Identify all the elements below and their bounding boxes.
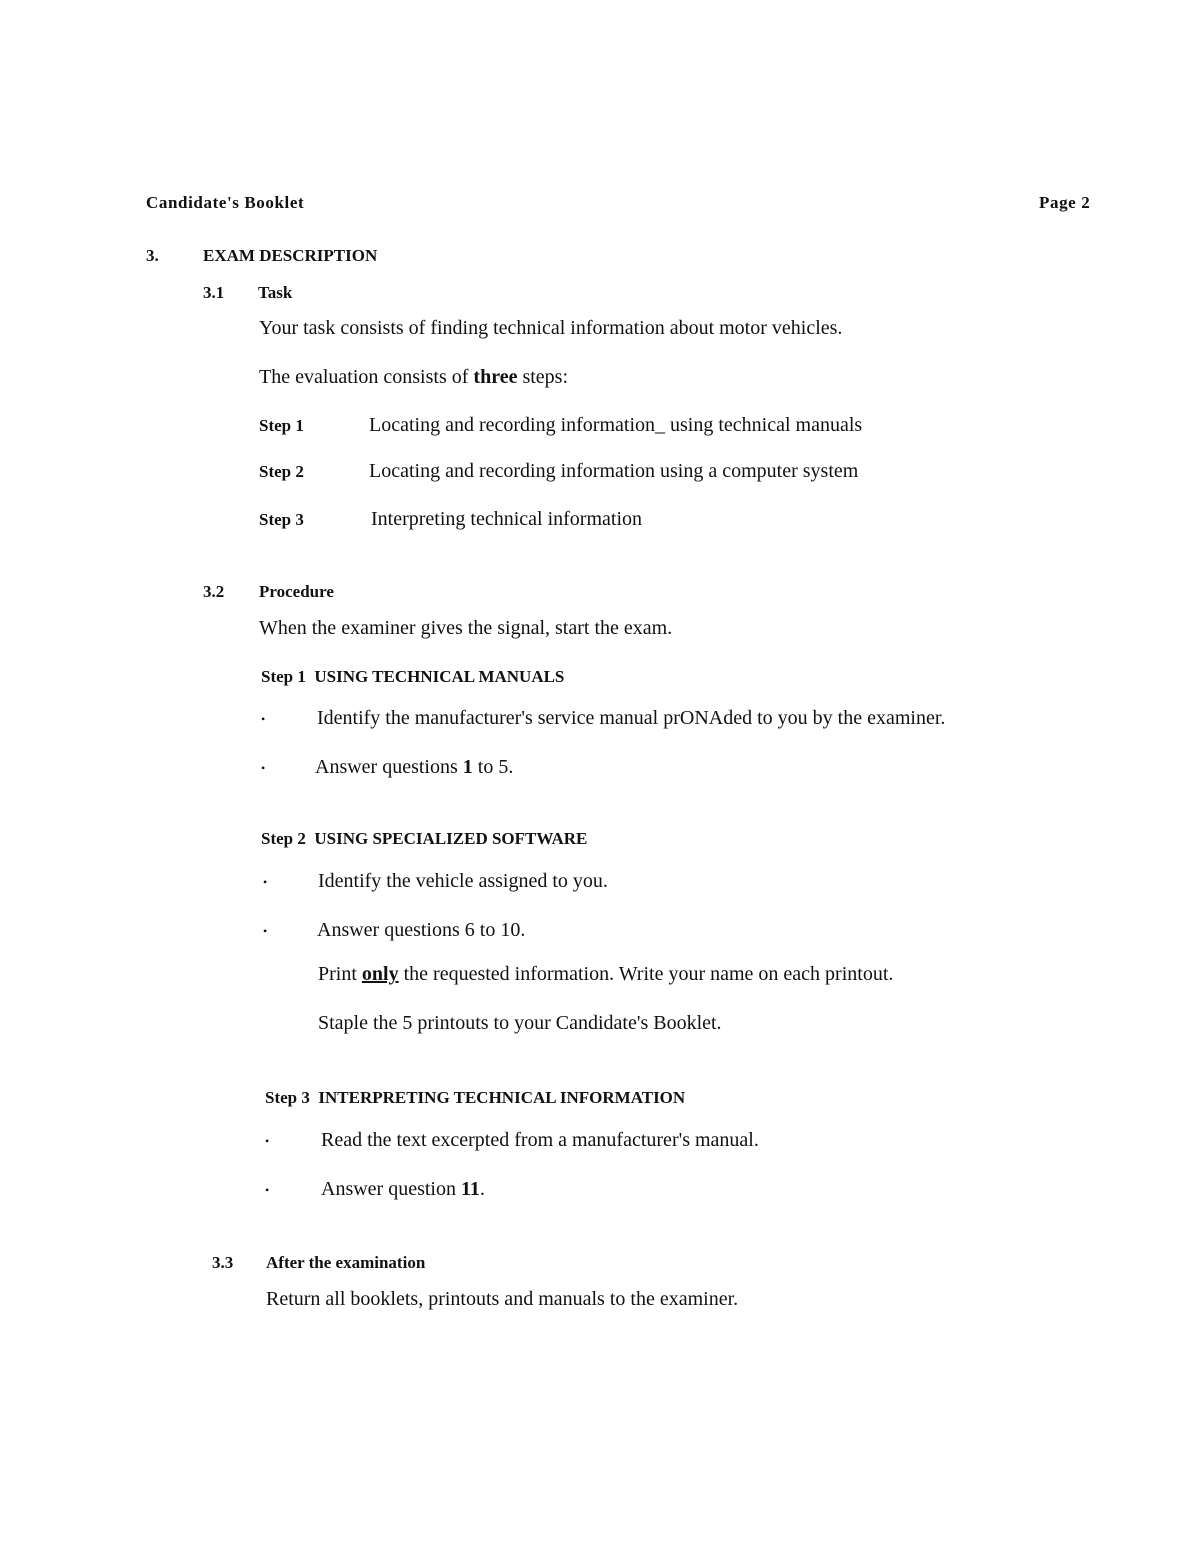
step-2-bullet-1: Identify the vehicle assigned to you.	[318, 870, 608, 892]
procedure-step-2-title: USING SPECIALIZED SOFTWARE	[314, 829, 588, 848]
evaluation-text-before: The evaluation consists of	[259, 366, 474, 388]
step-1-label: Step 1	[259, 416, 304, 435]
bullet-icon: •	[263, 924, 268, 938]
subsection-number-3-2: 3.2	[203, 582, 225, 601]
step-3-label: Step 3	[259, 510, 304, 529]
procedure-step-3-title: INTERPRETING TECHNICAL INFORMATION	[318, 1088, 686, 1107]
subsection-number-3-3: 3.3	[212, 1253, 234, 1272]
bullet-icon: •	[261, 712, 266, 726]
subsection-title-procedure: Procedure	[259, 582, 334, 601]
after-exam-text: Return all booklets, printouts and manuals to the examiner.	[266, 1288, 739, 1310]
subsection-number-3-1: 3.1	[203, 283, 225, 302]
step-2-text: Locating and recording information using a computer system	[369, 460, 859, 482]
procedure-step-2-heading	[261, 829, 587, 849]
print-instruction-before: Print	[318, 963, 362, 985]
staple-instruction: Staple the 5 printouts to your Candidate's Booklet.	[318, 1012, 722, 1034]
task-intro: Your task consists of finding technical information about motor vehicles.	[259, 317, 843, 339]
bullet-icon: •	[263, 875, 268, 889]
step-2-label: Step 2	[259, 462, 304, 481]
step-3-bullet-2-before: Answer question	[321, 1178, 461, 1200]
procedure-step-2-label: Step 2	[261, 829, 306, 848]
print-instruction-after: the requested information. Write your name on each printout.	[398, 963, 894, 985]
procedure-step-1-label: Step 1	[261, 667, 306, 686]
procedure-step-1-title: USING TECHNICAL MANUALS	[314, 667, 565, 686]
step-1-bullet-1: Identify the manufacturer's service manual prONAded to you by the examiner.	[317, 707, 946, 729]
step-1-bullet-2-bold: 1	[462, 756, 473, 778]
step-1-bullet-2-before: Answer questions	[315, 756, 463, 778]
step-3-bullet-2-bold: 11	[460, 1178, 480, 1200]
booklet-title: Candidate's Booklet	[146, 193, 305, 212]
procedure-step-1-heading	[261, 667, 564, 687]
procedure-step-3-heading	[265, 1088, 685, 1108]
step-3-bullet-2	[321, 1178, 485, 1201]
step-1-bullet-2-after: to 5.	[472, 756, 514, 778]
step-1-bullet-2	[315, 756, 513, 779]
step-3-bullet-2-after: .	[479, 1178, 485, 1200]
print-instruction	[318, 963, 893, 986]
procedure-intro: When the examiner gives the signal, start the exam.	[259, 617, 673, 639]
subsection-title-after-exam: After the examination	[266, 1253, 426, 1272]
step-2-bullet-2: Answer questions 6 to 10.	[317, 919, 526, 941]
print-instruction-underlined: only	[361, 963, 399, 985]
bullet-icon: •	[261, 761, 266, 775]
page-number-value: 2	[1081, 193, 1091, 212]
section-number: 3.	[146, 246, 159, 265]
step-3-text: Interpreting technical information	[371, 508, 643, 530]
page-number	[1039, 193, 1090, 213]
step-3-bullet-1: Read the text excerpted from a manufacturer's manual.	[321, 1129, 759, 1151]
step-1-text: Locating and recording information_ using technical manuals	[369, 414, 863, 436]
bullet-icon: •	[265, 1134, 270, 1148]
evaluation-text	[259, 366, 568, 389]
evaluation-text-after: steps:	[517, 366, 569, 388]
subsection-title-task: Task	[258, 283, 293, 302]
page-label: Page	[1039, 193, 1077, 212]
section-title: EXAM DESCRIPTION	[203, 246, 378, 265]
bullet-icon: •	[265, 1183, 270, 1197]
evaluation-text-bold: three	[473, 366, 518, 388]
procedure-step-3-label: Step 3	[265, 1088, 310, 1107]
